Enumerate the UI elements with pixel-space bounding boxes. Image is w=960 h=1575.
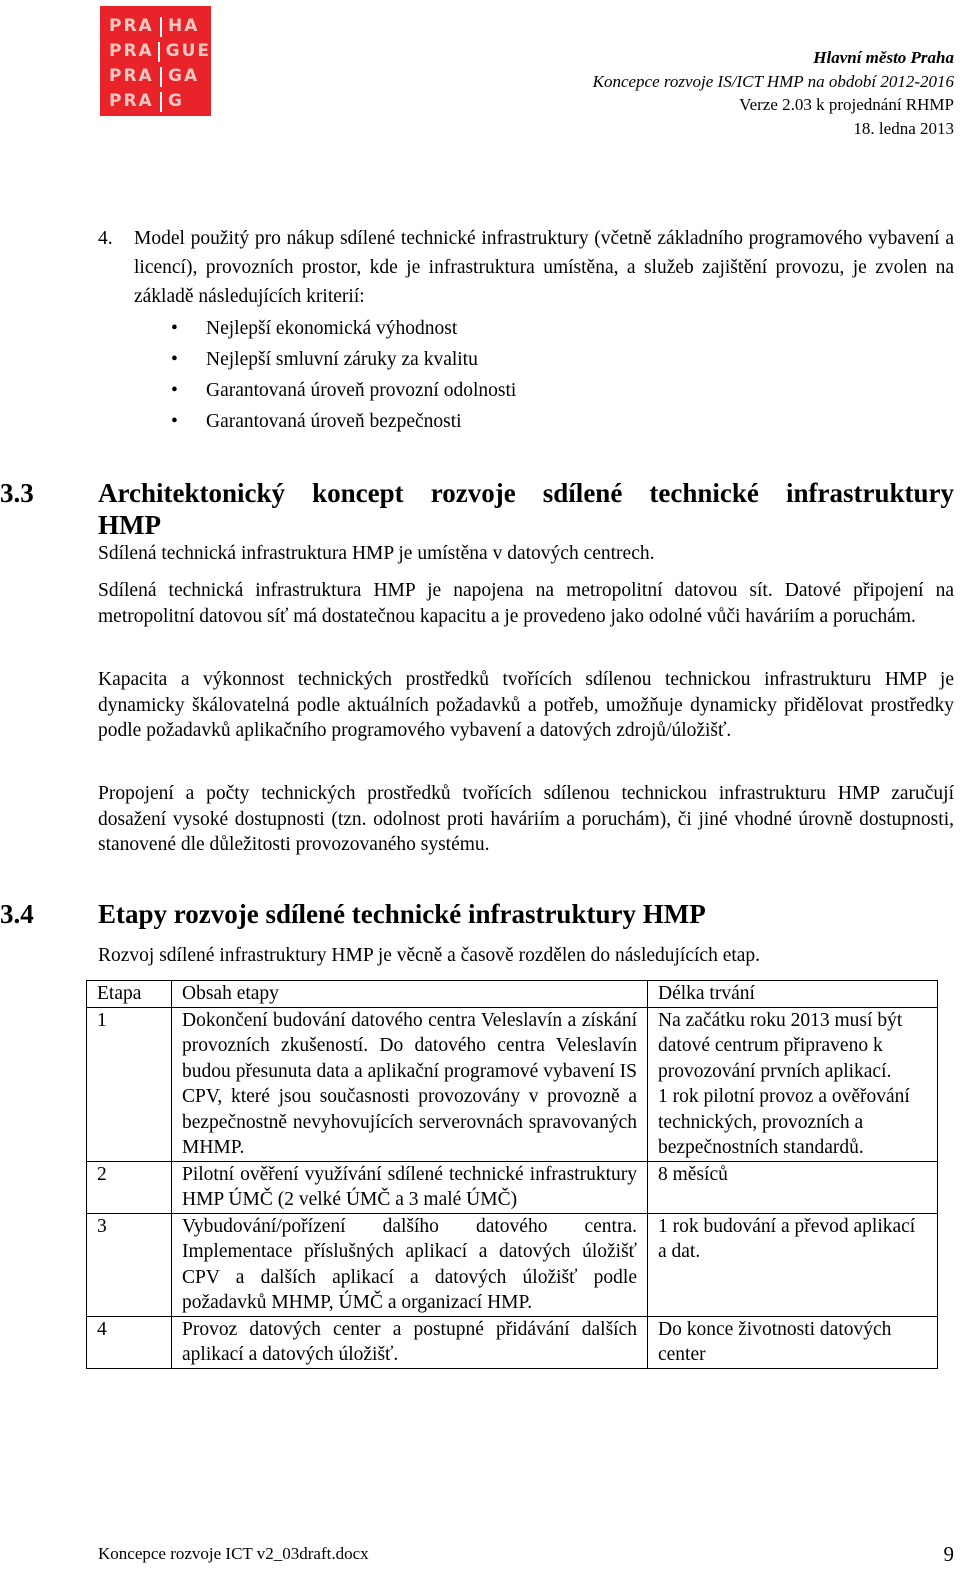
- logo-row: [109, 89, 211, 114]
- section-heading: Architektonický koncept rozvoje sdílené technické infrastruktury: [98, 478, 954, 508]
- list-item: • Nejlepší smluvní záruky za kvalitu: [171, 344, 516, 375]
- logo-separator: [160, 17, 162, 37]
- paragraph: Sdílená technická infrastruktura HMP je umístěna v datových centrech.: [98, 543, 655, 564]
- column-header: Etapa: [87, 981, 172, 1008]
- table-cell-etapa: 4: [87, 1316, 172, 1368]
- table-cell-delka: [648, 1213, 938, 1316]
- column-header: Obsah etapy: [172, 981, 648, 1008]
- list-item: • Nejlepší ekonomická výhodnost: [171, 313, 516, 344]
- logo-row: [109, 39, 211, 64]
- table-cell-obsah: Provoz datových center a postupné přidávání dalších aplikací a datových úložišť.: [172, 1316, 648, 1368]
- paragraph: Propojení a počty technických prostředků tvořících sdílenou technickou infrastrukturu HMP zaručují dosažení vysoké dostupnosti (tzn. odolnost proti haváriím a poruchám), či jiné vhodné úrovně dostupnosti, stanovené dle důležitosti provozovaného systému.: [98, 783, 954, 855]
- paragraph: Rozvoj sdílené infrastruktury HMP je věcně a časově rozdělen do následujících etap.: [98, 945, 761, 966]
- duration-text: 8 měsíců: [658, 1163, 728, 1185]
- list-item: • Garantovaná úroveň provozní odolnosti: [171, 375, 516, 406]
- page-number: 9: [943, 1542, 954, 1566]
- table-cell-etapa: 2: [87, 1161, 172, 1213]
- item-number: 4.: [98, 228, 113, 249]
- table-cell-obsah: Vybudování/pořízení dalšího datového centra. Implementace příslušných aplikací a datových úložišť CPV a dalších aplikací a datových úložišť podle požadavků MHMP, ÚMČ a organizací HMP.: [172, 1213, 648, 1316]
- header-version: Verze 2.03 k projednání RHMP: [739, 95, 954, 114]
- table-cell-etapa: 1: [87, 1007, 172, 1161]
- numbered-item: [98, 224, 954, 311]
- header-date: 18. ledna 2013: [853, 118, 954, 138]
- logo-separator: [160, 92, 162, 112]
- praha-logo: [100, 6, 211, 116]
- logo-row: [109, 14, 211, 39]
- logo-text: PRA: [109, 41, 154, 61]
- list-item: • Garantovaná úroveň bezpečnosti: [171, 406, 516, 437]
- page-header: [593, 46, 954, 140]
- section-number: 3.4: [0, 899, 34, 929]
- header-title: Koncepce rozvoje IS/ICT HMP na období 2012-2016: [592, 71, 954, 91]
- table-row: [87, 1161, 938, 1213]
- table-row: [87, 1316, 938, 1368]
- paragraph: Sdílená technická infrastruktura HMP je napojena na metropolitní datovou sít. Datové připojení na metropolitní datovou síť má dostatečnou kapacitu a je provedeno jako odolné vůči haváriím a poruchám.: [98, 580, 954, 627]
- logo-row: [109, 64, 211, 89]
- table-row: [87, 1213, 938, 1316]
- criteria-list: [171, 313, 516, 437]
- table-cell-etapa: 3: [87, 1213, 172, 1316]
- duration-text: 1 rok budování a převod aplikací a dat.: [658, 1215, 916, 1262]
- logo-text: GUE: [165, 41, 211, 61]
- column-header: Délka trvání: [648, 981, 938, 1008]
- logo-separator: [158, 42, 160, 62]
- logo-text: HA: [168, 16, 200, 36]
- duration-text: Na začátku roku 2013 musí být datové centrum připraveno k provozování prvních aplikací.: [658, 1009, 903, 1082]
- table-cell-delka: [648, 1007, 938, 1161]
- logo-text: PRA: [109, 16, 154, 36]
- item-text: Model použitý pro nákup sdílené technické infrastruktury (včetně základního programového vybavení a licencí), provozních prostor, kde je infrastruktura umístěna, a služeb zajištění provozu, je zvolen na základě následujících kriterií:: [134, 228, 954, 307]
- duration-text: 1 rok pilotní provoz a ověřování technických, provozních a bezpečnostních standardů.: [658, 1086, 910, 1158]
- table-cell-delka: [648, 1161, 938, 1213]
- section-number: 3.3: [0, 478, 34, 508]
- etapy-table: [86, 980, 938, 1369]
- table-cell-obsah: Pilotní ověření využívání sdílené technické infrastruktury HMP ÚMČ (2 velké ÚMČ a 3 malé ÚMČ): [172, 1161, 648, 1213]
- paragraph: Kapacita a výkonnost technických prostředků tvořících sdílenou technickou infrastrukturu HMP je dynamicky škálovatelná podle aktuálních požadavků a potřeb, umožňuje dynamicky přidělovat prostředky podle požadavků aplikačního programového vybavení a datových zdrojů/úložišť.: [98, 669, 954, 741]
- logo-text: GA: [168, 66, 200, 86]
- logo-text: G: [168, 91, 184, 111]
- header-city: Hlavní město Praha: [813, 48, 954, 67]
- footer-filename: Koncepce rozvoje ICT v2_03draft.docx: [98, 1544, 369, 1563]
- section-heading-continued: HMP: [98, 510, 161, 540]
- section-heading: Etapy rozvoje sdílené technické infrastruktury HMP: [98, 899, 706, 929]
- logo-text: PRA: [109, 66, 154, 86]
- table-row: [87, 1007, 938, 1161]
- duration-text: Do konce životnosti datových center: [658, 1318, 892, 1365]
- table-cell-delka: [648, 1316, 938, 1368]
- table-cell-obsah: Dokončení budování datového centra Veleslavín a získání provozních zkušeností. Do datového centra Veleslavín budou přesunuta data a aplikační programové vybavení IS CPV, které jsou současnosti provozovány v provozně a bezpečnostně nevyhovujících serverovnách spravovaných MHMP.: [172, 1007, 648, 1161]
- logo-separator: [160, 67, 162, 87]
- table-header-row: [87, 981, 938, 1008]
- logo-text: PRA: [109, 91, 154, 111]
